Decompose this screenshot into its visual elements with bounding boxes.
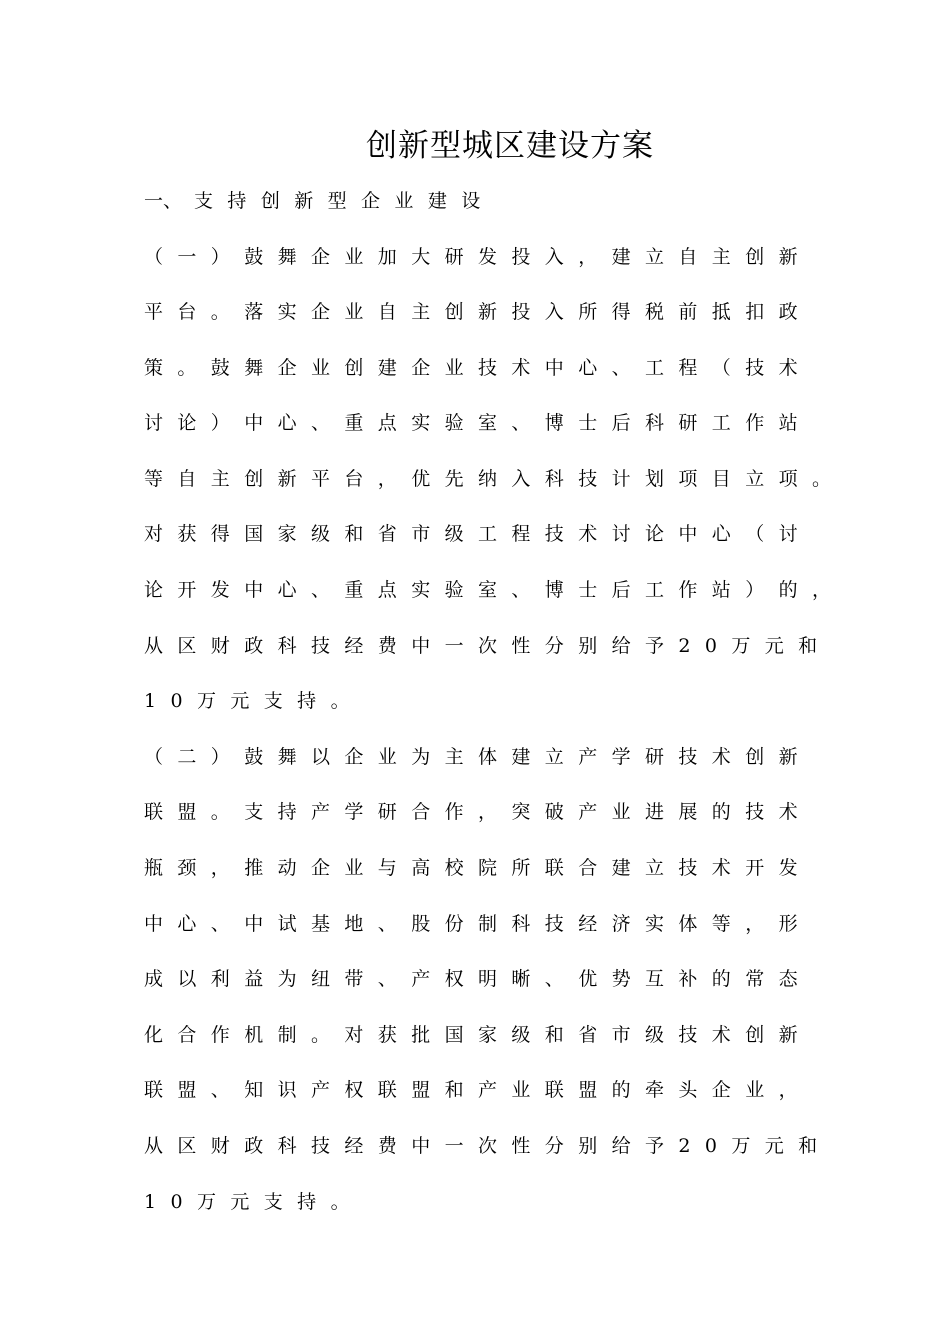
paragraph-line: 策。鼓舞企业创建企业技术中心、工程（技术	[144, 357, 813, 379]
paragraph-line: 化合作机制。对获批国家级和省市级技术创新	[144, 1024, 813, 1046]
paragraph-line: 瓶颈，推动企业与高校院所联合建立技术开发	[144, 857, 813, 879]
paragraph-line: 讨论）中心、重点实验室、博士后科研工作站	[144, 412, 813, 434]
paragraph-line: （一）鼓舞企业加大研发投入，建立自主创新	[144, 246, 813, 268]
paragraph-line: 10万元支持。	[144, 690, 364, 712]
paragraph-line: 联盟。支持产学研合作，突破产业进展的技术	[144, 801, 813, 823]
paragraph-line: 中心、中试基地、股份制科技经济实体等，形	[144, 913, 813, 935]
document-title: 创新型城区建设方案	[366, 128, 654, 164]
section-heading	[144, 186, 495, 216]
paragraph-line: 从区财政科技经费中一次性分别给予20万元和	[144, 635, 832, 657]
paragraph-line: 联盟、知识产权联盟和产业联盟的牵头企业，	[144, 1079, 813, 1101]
paragraph-line: 平台。落实企业自主创新投入所得税前抵扣政	[144, 301, 813, 323]
paragraph-line: 10万元支持。	[144, 1191, 364, 1213]
section-number: 一、	[144, 190, 183, 212]
paragraph-line: 论开发中心、重点实验室、博士后工作站）的，	[144, 579, 846, 601]
paragraph-line: 从区财政科技经费中一次性分别给予20万元和	[144, 1135, 832, 1157]
section-heading-text: 支持创新型企业建设	[194, 190, 495, 212]
paragraph-line: 对获得国家级和省市级工程技术讨论中心（讨	[144, 523, 813, 545]
paragraph-line: （二）鼓舞以企业为主体建立产学研技术创新	[144, 746, 813, 768]
paragraph-line: 等自主创新平台，优先纳入科技计划项目立项。	[144, 468, 846, 490]
paragraph-line: 成以利益为纽带、产权明晰、优势互补的常态	[144, 968, 813, 990]
